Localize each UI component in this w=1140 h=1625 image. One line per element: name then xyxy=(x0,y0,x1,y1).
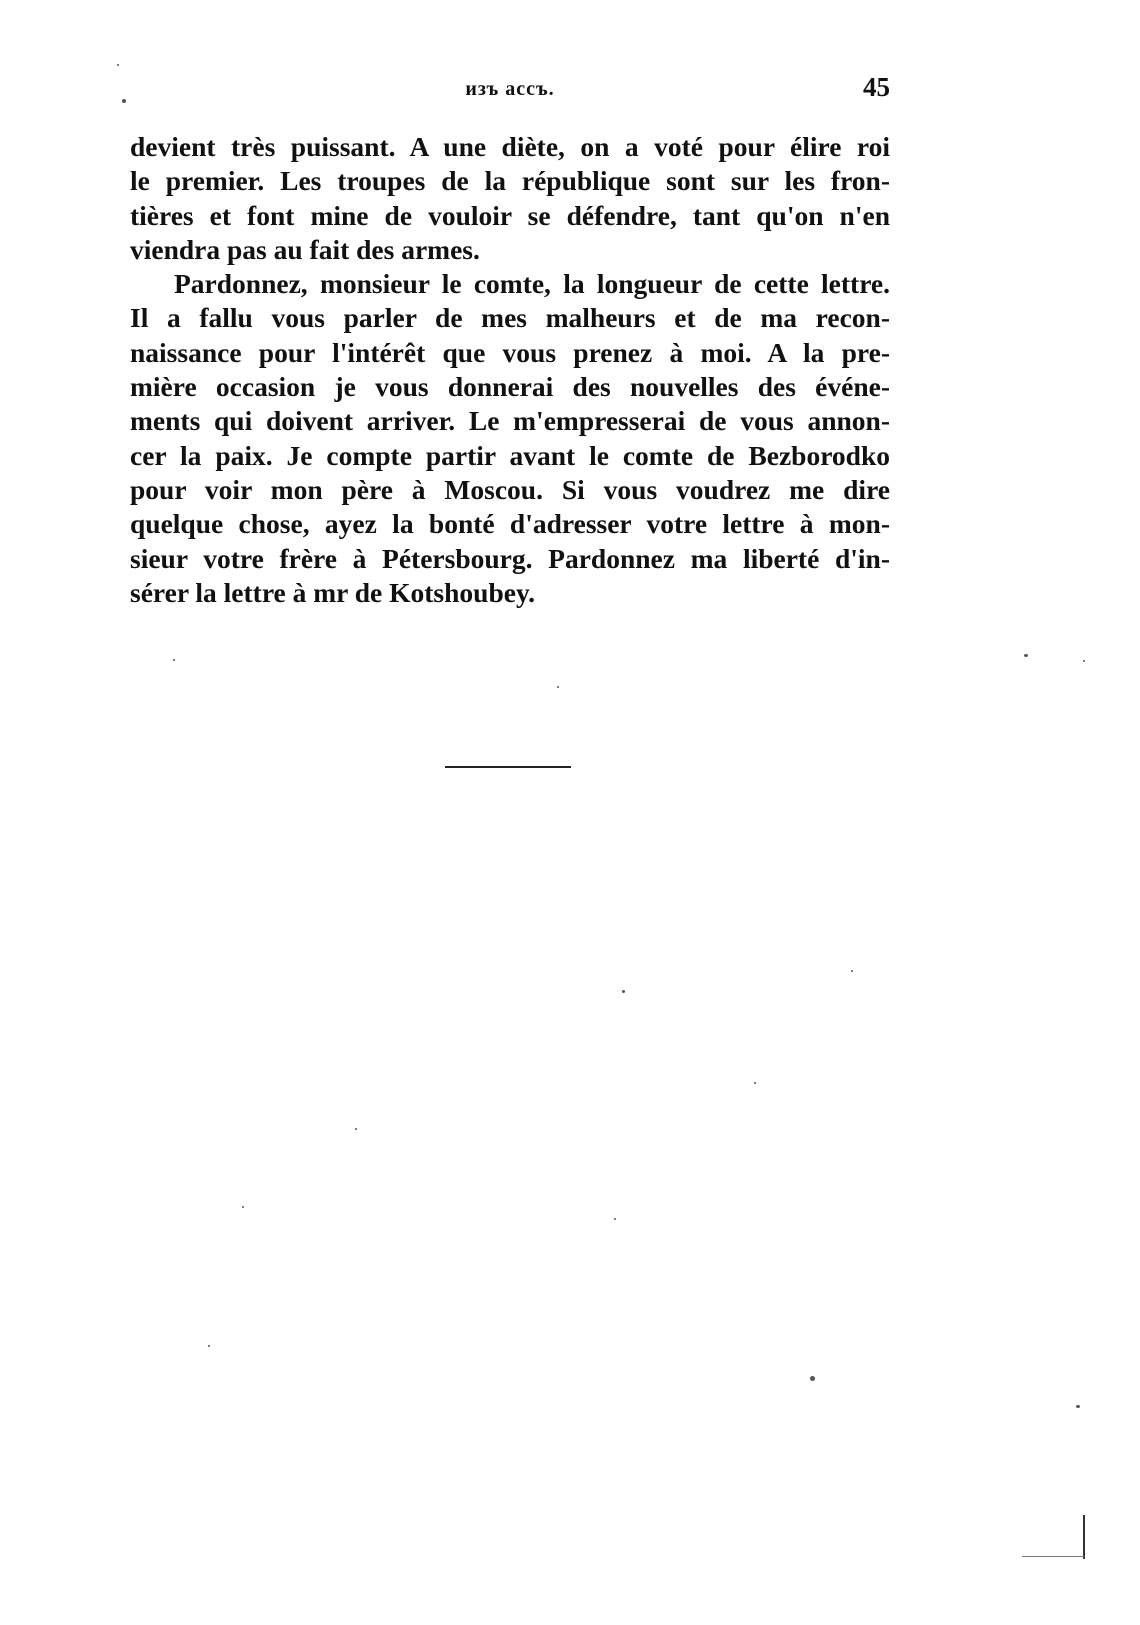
scan-speck xyxy=(622,990,625,993)
scan-speck xyxy=(754,1082,756,1084)
page-header xyxy=(130,72,890,112)
scan-speck xyxy=(851,970,853,972)
text-line: pour voir mon père à Moscou. Si vous voudrez me dire xyxy=(130,473,890,505)
text-line: mière occasion je vous donnerai des nouvelles des événe- xyxy=(130,371,890,403)
scan-speck xyxy=(173,659,175,661)
text-line: naissance pour l'intérêt que vous prenez à moi. A la pre- xyxy=(130,336,890,368)
text-line: devient très puissant. A une diète, on a voté pour élire roi xyxy=(130,131,890,162)
scan-speck xyxy=(242,1206,244,1208)
text-line: le premier. Les troupes de la république sont sur les fron- xyxy=(130,165,890,197)
scan-speck xyxy=(557,686,559,688)
scan-speck xyxy=(1024,654,1028,657)
scan-edge-mark xyxy=(1083,1515,1085,1559)
scan-speck xyxy=(1076,1405,1080,1408)
text-line: ments qui doivent arriver. Le m'empresserai de vous annon- xyxy=(130,405,890,437)
scan-speck xyxy=(1083,660,1085,662)
text-line: sieur votre frère à Pétersbourg. Pardonnez ma liberté d'in- xyxy=(130,542,890,574)
scan-speck xyxy=(117,64,119,66)
scan-speck xyxy=(208,1345,210,1347)
text-line: sérer la lettre à mr de Kotshoubey. xyxy=(130,576,536,608)
text-line: tières et font mine de vouloir se défendre, tant qu'on n'en xyxy=(130,199,890,231)
scan-speck xyxy=(122,99,126,103)
scan-speck xyxy=(355,1128,357,1130)
section-end-rule xyxy=(445,766,571,768)
scan-speck xyxy=(614,1218,616,1220)
running-title: изъ ассъ. xyxy=(465,78,555,100)
scan-edge-mark xyxy=(1022,1556,1084,1557)
text-line: quelque chose, ayez la bonté d'adresser votre lettre à mon- xyxy=(130,508,890,540)
text-line: cer la paix. Je compte partir avant le comte de Bezborodko xyxy=(130,439,890,471)
body-text xyxy=(130,130,890,610)
text-line: viendra pas au fait des armes. xyxy=(130,233,480,265)
page-number: 45 xyxy=(863,72,890,102)
text-line: Il a fallu vous parler de mes malheurs et de ma recon- xyxy=(130,302,890,334)
text-line: Pardonnez, monsieur le comte, la longueur de cette lettre. xyxy=(174,268,890,300)
scan-speck xyxy=(810,1376,815,1381)
